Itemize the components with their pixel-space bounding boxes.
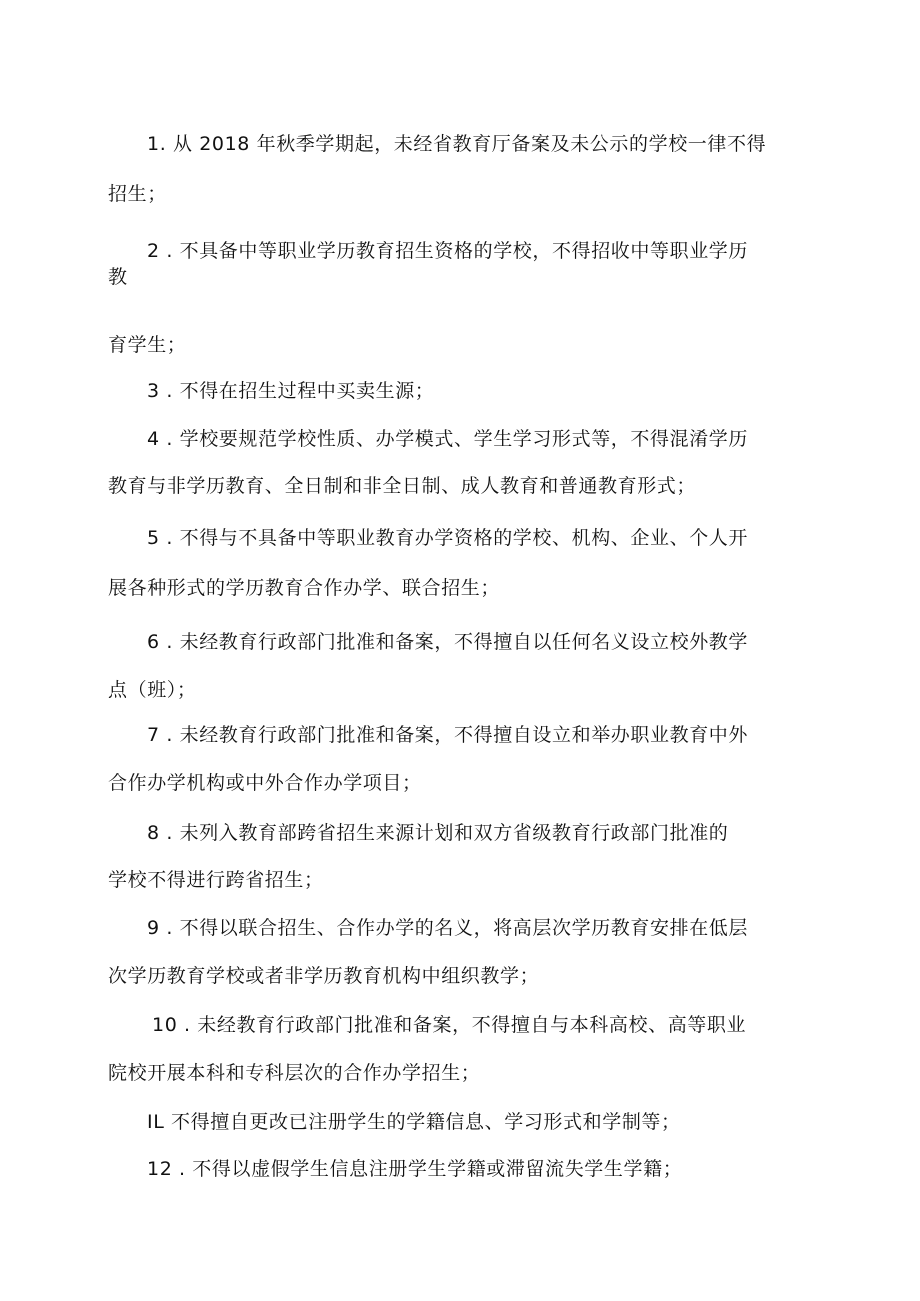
text-line-22: 12 . 不得以虚假学生信息注册学生学籍或滞留流失学生学籍；: [147, 1158, 683, 1180]
text-line-14: 合作办学机构或中外合作办学项目；: [108, 772, 422, 794]
text-line-4: 教: [108, 266, 128, 288]
text-line-8: 教育与非学历教育、全日制和非全日制、成人教育和普通教育形式；: [108, 475, 697, 497]
text-line-18: 次学历教育学校或者非学历教育机构中组织教学；: [108, 965, 540, 987]
text-line-1: 1. 从 2018 年秋季学期起，未经省教育厅备案及未公示的学校一律不得: [147, 133, 767, 155]
text-line-19: 10 . 未经教育行政部门批准和备案，不得擅自与本科高校、高等职业: [152, 1014, 747, 1036]
text-line-16: 学校不得进行跨省招生；: [108, 869, 324, 891]
text-line-17: 9 . 不得以联合招生、合作办学的名义，将高层次学历教育安排在低层: [147, 917, 749, 939]
text-line-10: 展各种形式的学历教育合作办学、联合招生；: [108, 577, 501, 599]
text-line-21: IL 不得擅自更改已注册学生的学籍信息、学习形式和学制等；: [147, 1111, 681, 1133]
text-line-7: 4 . 学校要规范学校性质、办学模式、学生学习形式等，不得混淆学历: [147, 428, 749, 450]
text-line-13: 7 . 未经教育行政部门批准和备案，不得擅自设立和举办职业教育中外: [147, 724, 749, 746]
text-line-5: 育学生；: [108, 334, 187, 356]
text-line-9: 5 . 不得与不具备中等职业教育办学资格的学校、机构、企业、个人开: [147, 527, 749, 549]
text-line-11: 6 . 未经教育行政部门批准和备案，不得擅自以任何名义设立校外教学: [147, 631, 749, 653]
text-line-12: 点（班）；: [108, 679, 197, 701]
text-line-3: 2 . 不具备中等职业学历教育招生资格的学校，不得招收中等职业学历: [147, 240, 749, 262]
text-line-15: 8 . 未列入教育部跨省招生来源计划和双方省级教育行政部门批准的: [147, 822, 729, 844]
text-line-6: 3 . 不得在招生过程中买卖生源；: [147, 380, 435, 402]
text-line-20: 院校开展本科和专科层次的合作办学招生；: [108, 1062, 481, 1084]
text-line-2: 招生；: [108, 183, 167, 205]
